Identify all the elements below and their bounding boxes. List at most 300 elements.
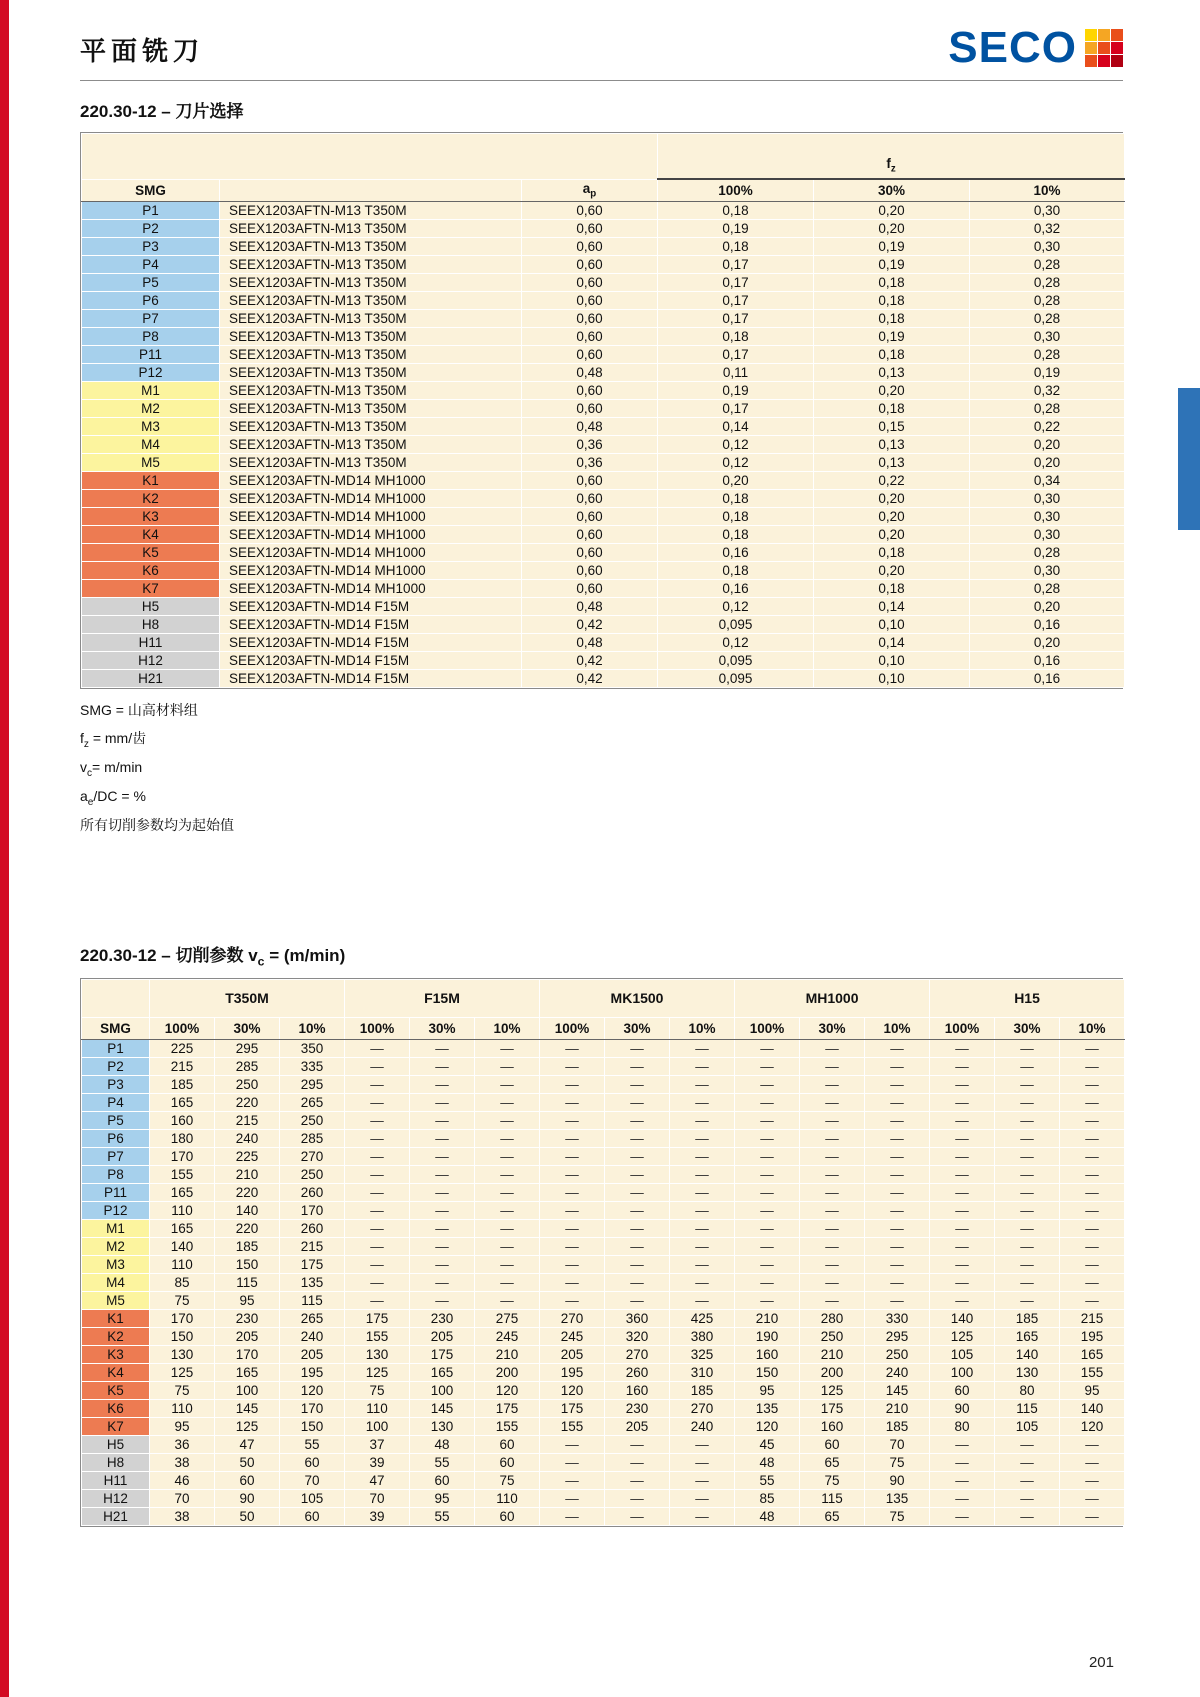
vc-value-cell: 80 bbox=[995, 1381, 1060, 1399]
ap-value-cell: 0,48 bbox=[522, 633, 658, 651]
vc-value-cell: 285 bbox=[215, 1057, 280, 1075]
vc-value-cell: 110 bbox=[150, 1399, 215, 1417]
grade-group-header: T350M bbox=[150, 979, 345, 1017]
vc-table-row bbox=[82, 1075, 1125, 1093]
ap-value-cell: 0,60 bbox=[522, 489, 658, 507]
fz-value-cell: 0,16 bbox=[970, 669, 1125, 687]
fz-value-cell: 0,12 bbox=[658, 597, 814, 615]
footnote-line: $a_e/DC$ = % bbox=[80, 787, 146, 808]
vc-value-cell: 60 bbox=[280, 1507, 345, 1525]
vc-value-cell: 120 bbox=[475, 1381, 540, 1399]
insert-table-row bbox=[82, 507, 1125, 525]
vc-table-row bbox=[82, 1219, 1125, 1237]
vc-value-cell: — bbox=[345, 1075, 410, 1093]
fz-value-cell: 0,20 bbox=[814, 507, 970, 525]
right-edge-section-tab bbox=[1178, 388, 1200, 530]
vc-value-cell: — bbox=[540, 1255, 605, 1273]
vc-value-cell: 175 bbox=[280, 1255, 345, 1273]
vc-value-cell: — bbox=[475, 1057, 540, 1075]
percent-header: 30% bbox=[814, 179, 970, 201]
vc-value-cell: 125 bbox=[930, 1327, 995, 1345]
ap-value-cell: 0,60 bbox=[522, 219, 658, 237]
vc-value-cell: — bbox=[995, 1255, 1060, 1273]
vc-value-cell: — bbox=[410, 1291, 475, 1309]
left-accent-bar bbox=[0, 0, 9, 1697]
vc-value-cell: 185 bbox=[670, 1381, 735, 1399]
insert-name-cell: SEEX1203AFTN-M13 T350M bbox=[220, 219, 522, 237]
fz-value-cell: 0,18 bbox=[814, 309, 970, 327]
vc-value-cell: 70 bbox=[280, 1471, 345, 1489]
footnote-line: $v_c= m/\min$ bbox=[80, 759, 143, 779]
smg-cell: H8 bbox=[82, 615, 220, 633]
insert-table-row bbox=[82, 255, 1125, 273]
ap-value-cell: 0,60 bbox=[522, 525, 658, 543]
vc-value-cell: — bbox=[540, 1039, 605, 1057]
vc-value-cell: — bbox=[995, 1093, 1060, 1111]
fz-value-cell: 0,16 bbox=[970, 651, 1125, 669]
vc-value-cell: — bbox=[800, 1273, 865, 1291]
insert-name-cell: SEEX1203AFTN-MD14 MH1000 bbox=[220, 507, 522, 525]
vc-value-cell: — bbox=[605, 1273, 670, 1291]
vc-value-cell: 175 bbox=[800, 1399, 865, 1417]
fz-value-cell: 0,17 bbox=[658, 291, 814, 309]
smg-cell: H21 bbox=[82, 669, 220, 687]
vc-value-cell: 165 bbox=[1060, 1345, 1125, 1363]
vc-value-cell: 75 bbox=[150, 1381, 215, 1399]
fz-value-cell: 0,28 bbox=[970, 345, 1125, 363]
vc-value-cell: — bbox=[475, 1183, 540, 1201]
vc-value-cell: — bbox=[800, 1291, 865, 1309]
vc-value-cell: 285 bbox=[280, 1129, 345, 1147]
vc-value-cell: — bbox=[735, 1201, 800, 1219]
vc-value-cell: 350 bbox=[280, 1039, 345, 1057]
percent-header: 30% bbox=[605, 1017, 670, 1039]
vc-value-cell: 160 bbox=[150, 1111, 215, 1129]
smg-cell: H8 bbox=[82, 1453, 150, 1471]
insert-table-row bbox=[82, 453, 1125, 471]
vc-value-cell: — bbox=[735, 1219, 800, 1237]
smg-cell: K6 bbox=[82, 1399, 150, 1417]
vc-value-cell: 165 bbox=[150, 1183, 215, 1201]
vc-value-cell: 115 bbox=[280, 1291, 345, 1309]
vc-value-cell: 75 bbox=[150, 1291, 215, 1309]
vc-value-cell: 115 bbox=[995, 1399, 1060, 1417]
vc-value-cell: 170 bbox=[215, 1345, 280, 1363]
insert-table-row bbox=[82, 669, 1125, 687]
vc-value-cell: — bbox=[410, 1057, 475, 1075]
insert-table-row bbox=[82, 471, 1125, 489]
insert-table-head bbox=[82, 133, 1125, 201]
vc-value-cell: 205 bbox=[410, 1327, 475, 1345]
vc-value-cell: 38 bbox=[150, 1453, 215, 1471]
insert-name-cell: SEEX1203AFTN-M13 T350M bbox=[220, 435, 522, 453]
vc-value-cell: 230 bbox=[215, 1309, 280, 1327]
page-header bbox=[80, 0, 1123, 81]
vc-value-cell: — bbox=[475, 1111, 540, 1129]
vc-value-cell: — bbox=[540, 1129, 605, 1147]
fz-value-cell: 0,18 bbox=[658, 561, 814, 579]
vc-value-cell: — bbox=[410, 1165, 475, 1183]
vc-value-cell: — bbox=[475, 1039, 540, 1057]
smg-cell: P12 bbox=[82, 1201, 150, 1219]
insert-name-cell: SEEX1203AFTN-MD14 MH1000 bbox=[220, 525, 522, 543]
vc-value-cell: 150 bbox=[280, 1417, 345, 1435]
vc-value-cell: 125 bbox=[800, 1381, 865, 1399]
vc-value-cell: 48 bbox=[410, 1435, 475, 1453]
fz-value-cell: 0,10 bbox=[814, 615, 970, 633]
fz-value-cell: 0,28 bbox=[970, 273, 1125, 291]
page-title: 平面铣刀 bbox=[80, 35, 205, 66]
insert-name-cell: SEEX1203AFTN-MD14 F15M bbox=[220, 633, 522, 651]
smg-cell: K5 bbox=[82, 1381, 150, 1399]
vc-value-cell: 195 bbox=[540, 1363, 605, 1381]
smg-cell: M2 bbox=[82, 399, 220, 417]
fz-value-cell: 0,10 bbox=[814, 669, 970, 687]
smg-cell: M4 bbox=[82, 1273, 150, 1291]
insert-selection-table-wrap bbox=[80, 132, 1123, 689]
percent-header: 30% bbox=[215, 1017, 280, 1039]
vc-value-cell: — bbox=[345, 1093, 410, 1111]
vc-value-cell: 160 bbox=[800, 1417, 865, 1435]
vc-value-cell: — bbox=[345, 1183, 410, 1201]
vc-value-cell: — bbox=[605, 1183, 670, 1201]
vc-value-cell: 60 bbox=[475, 1435, 540, 1453]
vc-value-cell: — bbox=[995, 1147, 1060, 1165]
vc-value-cell: 270 bbox=[605, 1345, 670, 1363]
vc-value-cell: — bbox=[1060, 1057, 1125, 1075]
vc-value-cell: 205 bbox=[605, 1417, 670, 1435]
ap-value-cell: 0,42 bbox=[522, 615, 658, 633]
vc-value-cell: 125 bbox=[215, 1417, 280, 1435]
vc-value-cell: — bbox=[345, 1111, 410, 1129]
vc-value-cell: — bbox=[865, 1291, 930, 1309]
vc-value-cell: 175 bbox=[475, 1399, 540, 1417]
fz-value-cell: 0,095 bbox=[658, 651, 814, 669]
vc-value-cell: 55 bbox=[280, 1435, 345, 1453]
vc-value-cell: 220 bbox=[215, 1183, 280, 1201]
vc-value-cell: — bbox=[995, 1165, 1060, 1183]
vc-value-cell: — bbox=[540, 1093, 605, 1111]
vc-value-cell: 60 bbox=[280, 1453, 345, 1471]
vc-value-cell: 45 bbox=[735, 1435, 800, 1453]
vc-value-cell: — bbox=[800, 1165, 865, 1183]
insert-name-cell: SEEX1203AFTN-M13 T350M bbox=[220, 255, 522, 273]
empty-header-cell bbox=[82, 133, 658, 179]
vc-value-cell: 135 bbox=[280, 1273, 345, 1291]
vc-value-cell: — bbox=[670, 1237, 735, 1255]
fz-value-cell: 0,30 bbox=[970, 327, 1125, 345]
smg-cell: P5 bbox=[82, 1111, 150, 1129]
smg-cell: M3 bbox=[82, 417, 220, 435]
vc-value-cell: — bbox=[540, 1057, 605, 1075]
fz-value-cell: 0,13 bbox=[814, 363, 970, 381]
vc-value-cell: — bbox=[735, 1255, 800, 1273]
vc-value-cell: — bbox=[930, 1237, 995, 1255]
vc-value-cell: 185 bbox=[150, 1075, 215, 1093]
smg-cell: P6 bbox=[82, 1129, 150, 1147]
vc-value-cell: — bbox=[410, 1273, 475, 1291]
vc-value-cell: 50 bbox=[215, 1507, 280, 1525]
vc-value-cell: — bbox=[995, 1435, 1060, 1453]
fz-value-cell: 0,17 bbox=[658, 399, 814, 417]
vc-table-row bbox=[82, 1345, 1125, 1363]
vc-value-cell: — bbox=[735, 1129, 800, 1147]
vc-table-row bbox=[82, 1435, 1125, 1453]
vc-value-cell: 115 bbox=[800, 1489, 865, 1507]
vc-value-cell: — bbox=[410, 1147, 475, 1165]
smg-cell: P3 bbox=[82, 1075, 150, 1093]
vc-value-cell: 210 bbox=[735, 1309, 800, 1327]
vc-value-cell: 220 bbox=[215, 1093, 280, 1111]
vc-table-body bbox=[82, 1039, 1125, 1525]
vc-value-cell: — bbox=[670, 1165, 735, 1183]
vc-value-cell: — bbox=[345, 1165, 410, 1183]
insert-name-cell: SEEX1203AFTN-M13 T350M bbox=[220, 237, 522, 255]
vc-value-cell: — bbox=[345, 1129, 410, 1147]
vc-value-cell: — bbox=[995, 1111, 1060, 1129]
vc-value-cell: — bbox=[540, 1111, 605, 1129]
vc-value-cell: — bbox=[605, 1507, 670, 1525]
vc-value-cell: — bbox=[670, 1453, 735, 1471]
vc-value-cell: 260 bbox=[605, 1363, 670, 1381]
vc-value-cell: 270 bbox=[280, 1147, 345, 1165]
vc-value-cell: — bbox=[930, 1165, 995, 1183]
smg-cell: K7 bbox=[82, 579, 220, 597]
insert-selection-table bbox=[81, 133, 1125, 688]
vc-value-cell: — bbox=[670, 1039, 735, 1057]
fz-value-cell: 0,18 bbox=[814, 399, 970, 417]
vc-value-cell: — bbox=[540, 1183, 605, 1201]
fz-value-cell: 0,14 bbox=[814, 633, 970, 651]
vc-value-cell: — bbox=[865, 1165, 930, 1183]
vc-value-cell: 215 bbox=[150, 1057, 215, 1075]
fz-value-cell: 0,28 bbox=[970, 579, 1125, 597]
vc-value-cell: — bbox=[475, 1201, 540, 1219]
fz-value-cell: 0,30 bbox=[970, 237, 1125, 255]
vc-table-row bbox=[82, 1453, 1125, 1471]
vc-value-cell: — bbox=[670, 1075, 735, 1093]
vc-value-cell: 200 bbox=[800, 1363, 865, 1381]
fz-value-cell: 0,18 bbox=[658, 201, 814, 219]
ap-value-cell: 0,60 bbox=[522, 345, 658, 363]
vc-value-cell: 310 bbox=[670, 1363, 735, 1381]
smg-cell: P8 bbox=[82, 327, 220, 345]
fz-value-cell: 0,20 bbox=[970, 597, 1125, 615]
fz-value-cell: 0,13 bbox=[814, 453, 970, 471]
insert-name-cell: SEEX1203AFTN-MD14 MH1000 bbox=[220, 561, 522, 579]
vc-value-cell: 75 bbox=[475, 1471, 540, 1489]
ap-value-cell: 0,60 bbox=[522, 561, 658, 579]
vc-value-cell: 47 bbox=[345, 1471, 410, 1489]
vc-value-cell: — bbox=[735, 1165, 800, 1183]
vc-value-cell: 210 bbox=[865, 1399, 930, 1417]
smg-cell: P7 bbox=[82, 1147, 150, 1165]
vc-value-cell: — bbox=[475, 1237, 540, 1255]
vc-value-cell: — bbox=[735, 1093, 800, 1111]
insert-table-row bbox=[82, 525, 1125, 543]
vc-value-cell: 190 bbox=[735, 1327, 800, 1345]
vc-value-cell: — bbox=[345, 1219, 410, 1237]
vc-value-cell: — bbox=[540, 1165, 605, 1183]
smg-cell: H5 bbox=[82, 1435, 150, 1453]
vc-value-cell: 230 bbox=[605, 1399, 670, 1417]
fz-value-cell: 0,20 bbox=[814, 201, 970, 219]
vc-value-cell: 130 bbox=[995, 1363, 1060, 1381]
smg-cell: M3 bbox=[82, 1255, 150, 1273]
vc-value-cell: — bbox=[995, 1471, 1060, 1489]
vc-value-cell: — bbox=[540, 1201, 605, 1219]
vc-table-row bbox=[82, 1183, 1125, 1201]
insert-name-cell: SEEX1203AFTN-M13 T350M bbox=[220, 327, 522, 345]
fz-value-cell: 0,28 bbox=[970, 291, 1125, 309]
vc-table-row bbox=[82, 1507, 1125, 1525]
fz-value-cell: 0,20 bbox=[814, 561, 970, 579]
vc-value-cell: — bbox=[1060, 1093, 1125, 1111]
vc-value-cell: — bbox=[410, 1039, 475, 1057]
vc-value-cell: — bbox=[930, 1291, 995, 1309]
smg-cell: P11 bbox=[82, 1183, 150, 1201]
fz-value-cell: 0,12 bbox=[658, 633, 814, 651]
insert-table-row bbox=[82, 489, 1125, 507]
insert-table-row bbox=[82, 345, 1125, 363]
logo-pixel bbox=[1085, 29, 1097, 41]
vc-value-cell: — bbox=[800, 1147, 865, 1165]
vc-value-cell: 155 bbox=[475, 1417, 540, 1435]
smg-cell: P4 bbox=[82, 1093, 150, 1111]
vc-value-cell: — bbox=[865, 1147, 930, 1165]
smg-cell: H12 bbox=[82, 651, 220, 669]
vc-value-cell: 265 bbox=[280, 1093, 345, 1111]
fz-value-cell: 0,34 bbox=[970, 471, 1125, 489]
vc-value-cell: — bbox=[540, 1489, 605, 1507]
vc-value-cell: — bbox=[995, 1507, 1060, 1525]
vc-value-cell: — bbox=[995, 1201, 1060, 1219]
vc-value-cell: 265 bbox=[280, 1309, 345, 1327]
grade-group-header: MK1500 bbox=[540, 979, 735, 1017]
ap-value-cell: 0,48 bbox=[522, 597, 658, 615]
insert-table-row bbox=[82, 327, 1125, 345]
vc-value-cell: 105 bbox=[280, 1489, 345, 1507]
smg-cell: K2 bbox=[82, 1327, 150, 1345]
vc-value-cell: — bbox=[800, 1039, 865, 1057]
fz-value-cell: 0,20 bbox=[970, 633, 1125, 651]
vc-value-cell: — bbox=[995, 1129, 1060, 1147]
smg-cell: P1 bbox=[82, 1039, 150, 1057]
insert-name-cell: SEEX1203AFTN-M13 T350M bbox=[220, 363, 522, 381]
fz-value-cell: 0,17 bbox=[658, 273, 814, 291]
vc-value-cell: 170 bbox=[280, 1201, 345, 1219]
fz-value-cell: 0,095 bbox=[658, 615, 814, 633]
ap-value-cell: 0,60 bbox=[522, 399, 658, 417]
vc-value-cell: — bbox=[410, 1237, 475, 1255]
vc-value-cell: — bbox=[930, 1471, 995, 1489]
vc-value-cell: 295 bbox=[865, 1327, 930, 1345]
vc-value-cell: 210 bbox=[475, 1345, 540, 1363]
insert-table-row bbox=[82, 237, 1125, 255]
ap-value-cell: 0,60 bbox=[522, 579, 658, 597]
vc-value-cell: 65 bbox=[800, 1453, 865, 1471]
vc-value-cell: — bbox=[800, 1093, 865, 1111]
vc-table-row bbox=[82, 1057, 1125, 1075]
vc-value-cell: 130 bbox=[150, 1345, 215, 1363]
vc-value-cell: — bbox=[670, 1255, 735, 1273]
vc-value-cell: — bbox=[930, 1039, 995, 1057]
vc-value-cell: — bbox=[995, 1219, 1060, 1237]
insert-name-cell: SEEX1203AFTN-MD14 MH1000 bbox=[220, 543, 522, 561]
vc-value-cell: — bbox=[475, 1147, 540, 1165]
vc-value-cell: 210 bbox=[800, 1345, 865, 1363]
vc-table-row bbox=[82, 1111, 1125, 1129]
ap-value-cell: 0,60 bbox=[522, 507, 658, 525]
smg-cell: H5 bbox=[82, 597, 220, 615]
fz-value-cell: 0,20 bbox=[814, 219, 970, 237]
vc-value-cell: 280 bbox=[800, 1309, 865, 1327]
vc-value-cell: — bbox=[865, 1057, 930, 1075]
footnote-line: SMG = 山高材料组 bbox=[80, 701, 198, 718]
vc-value-cell: 200 bbox=[475, 1363, 540, 1381]
grade-group-header: MH1000 bbox=[735, 979, 930, 1017]
insert-name-cell: SEEX1203AFTN-M13 T350M bbox=[220, 291, 522, 309]
vc-value-cell: 250 bbox=[280, 1165, 345, 1183]
vc-value-cell: — bbox=[605, 1093, 670, 1111]
insert-name-cell: SEEX1203AFTN-M13 T350M bbox=[220, 399, 522, 417]
fz-value-cell: 0,30 bbox=[970, 489, 1125, 507]
vc-value-cell: — bbox=[670, 1183, 735, 1201]
vc-value-cell: — bbox=[670, 1129, 735, 1147]
smg-column-header: SMG bbox=[82, 1017, 150, 1039]
footnote-line: $f_z = mm/$齿 bbox=[80, 730, 147, 751]
vc-value-cell: 75 bbox=[865, 1453, 930, 1471]
vc-value-cell: — bbox=[540, 1237, 605, 1255]
fz-value-cell: 0,20 bbox=[814, 525, 970, 543]
vc-value-cell: 220 bbox=[215, 1219, 280, 1237]
insert-table-row bbox=[82, 417, 1125, 435]
vc-value-cell: — bbox=[995, 1291, 1060, 1309]
vc-value-cell: 240 bbox=[215, 1129, 280, 1147]
vc-value-cell: 155 bbox=[345, 1327, 410, 1345]
vc-value-cell: — bbox=[605, 1219, 670, 1237]
percent-header: 10% bbox=[475, 1017, 540, 1039]
vc-value-cell: — bbox=[475, 1129, 540, 1147]
vc-value-cell: — bbox=[1060, 1165, 1125, 1183]
vc-value-cell: 295 bbox=[215, 1039, 280, 1057]
fz-value-cell: 0,16 bbox=[658, 579, 814, 597]
vc-value-cell: — bbox=[475, 1273, 540, 1291]
insert-name-cell: SEEX1203AFTN-MD14 F15M bbox=[220, 615, 522, 633]
fz-value-cell: 0,19 bbox=[814, 255, 970, 273]
vc-value-cell: 270 bbox=[540, 1309, 605, 1327]
vc-value-cell: 95 bbox=[1060, 1381, 1125, 1399]
vc-value-cell: — bbox=[605, 1255, 670, 1273]
vc-percent-header-row bbox=[82, 1017, 1125, 1039]
ap-value-cell: 0,60 bbox=[522, 255, 658, 273]
vc-value-cell: — bbox=[735, 1147, 800, 1165]
vc-table-row bbox=[82, 1309, 1125, 1327]
vc-value-cell: 250 bbox=[215, 1075, 280, 1093]
vc-table-row bbox=[82, 1327, 1125, 1345]
vc-value-cell: 110 bbox=[475, 1489, 540, 1507]
smg-cell: H11 bbox=[82, 1471, 150, 1489]
vc-value-cell: — bbox=[930, 1435, 995, 1453]
ap-value-cell: 0,60 bbox=[522, 291, 658, 309]
vc-value-cell: — bbox=[670, 1273, 735, 1291]
vc-value-cell: 150 bbox=[215, 1255, 280, 1273]
vc-value-cell: — bbox=[1060, 1507, 1125, 1525]
section2-heading-sub: c bbox=[257, 953, 265, 968]
smg-cell: P4 bbox=[82, 255, 220, 273]
smg-cell: P8 bbox=[82, 1165, 150, 1183]
percent-header: 10% bbox=[670, 1017, 735, 1039]
